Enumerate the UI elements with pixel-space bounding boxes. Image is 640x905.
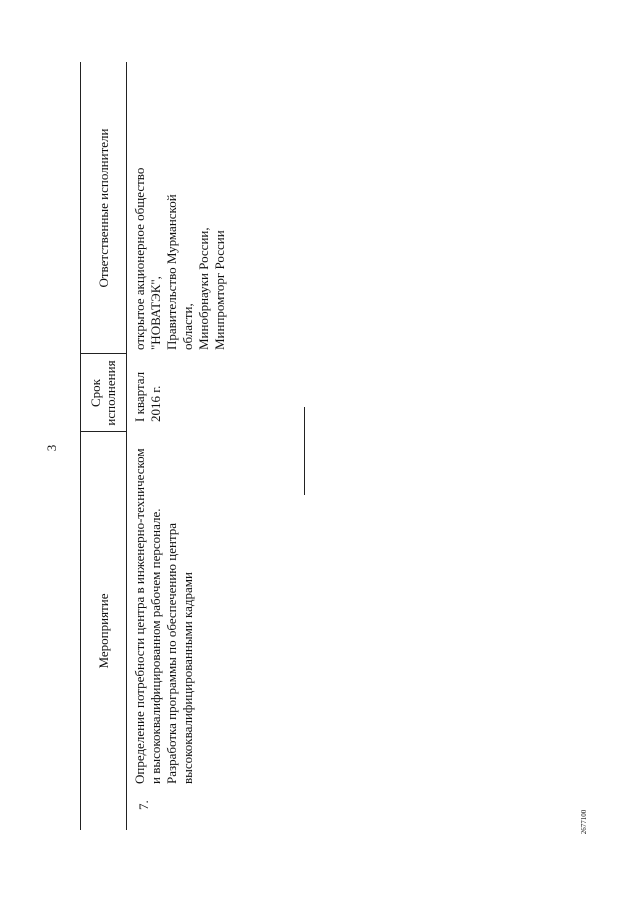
row-executors (132, 168, 228, 350)
row-executors-line-4: области, (180, 303, 195, 350)
header-deadline-line-2: исполнения (103, 360, 118, 426)
header-event (80, 432, 126, 830)
row-event-line-1: Определение потребности центра в инженерно-техническом (132, 448, 147, 784)
row-executors-line-2: "НОВАТЭК", (148, 276, 163, 350)
document-code: 2677100 (580, 809, 588, 835)
row-event-line-3: Разработка программы по обеспечению центра (164, 522, 179, 784)
row-executors-line-3: Правительство Мурманской (164, 194, 179, 350)
row-event-line-4: высококвалифицированными кадрами (180, 572, 195, 784)
row-deadline (132, 372, 164, 422)
row-executors-line-5: Минобрнауки России, (196, 227, 211, 350)
end-of-document-rule (304, 407, 305, 495)
header-deadline (80, 354, 126, 432)
table-header-rule (126, 62, 127, 830)
page-number: 3 (44, 444, 59, 452)
row-event (132, 448, 196, 784)
row-executors-line-1: открытое акционерное общество (132, 167, 147, 350)
row-event-line-2: и высококвалифицированном рабочем персонале. (148, 508, 163, 784)
header-executors (80, 62, 126, 354)
header-executors-label: Ответственные исполнители (95, 128, 111, 288)
row-deadline-line-1: I квартал (132, 371, 147, 422)
header-event-label: Мероприятие (95, 593, 111, 669)
row-number: 7. (136, 800, 151, 810)
row-deadline-line-2: 2016 г. (148, 385, 163, 422)
header-deadline-line-1: Срок (88, 379, 103, 407)
row-executors-line-6: Минпромторг России (212, 230, 227, 350)
activity-table-body (80, 62, 336, 830)
